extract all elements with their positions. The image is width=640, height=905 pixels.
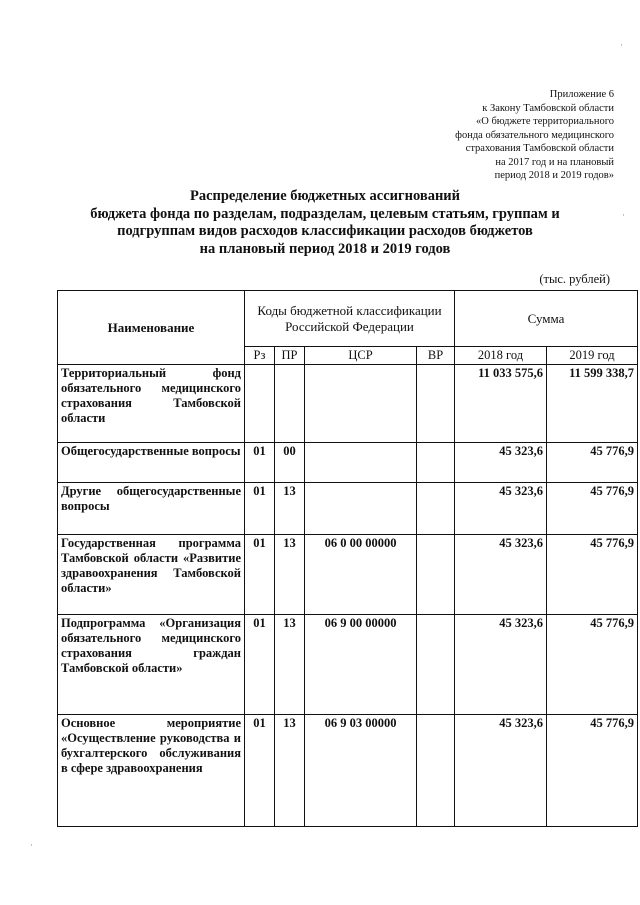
- row-rz: 01: [245, 535, 275, 615]
- header-csr: ЦСР: [305, 347, 417, 365]
- document-title: [40, 188, 610, 258]
- appendix-line: «О бюджете территориального: [476, 116, 614, 127]
- header-codes: Коды бюджетной классификации Российской Федерации: [245, 291, 455, 347]
- row-2018: 45 323,6: [455, 483, 547, 535]
- row-rz: [245, 365, 275, 443]
- header-pr: ПР: [275, 347, 305, 365]
- row-name: Подпрограмма «Организация обязательного медицинского страхования граждан Тамбовской области»: [58, 615, 245, 715]
- table-row: [58, 365, 638, 443]
- table-row: [58, 483, 638, 535]
- row-2019: 45 776,9: [547, 443, 638, 483]
- row-vr: [417, 443, 455, 483]
- row-csr: 06 0 00 00000: [305, 535, 417, 615]
- title-line: подгруппам видов расходов классификации расходов бюджетов: [117, 223, 533, 239]
- title-line: Распределение бюджетных ассигнований: [189, 188, 461, 204]
- header-sum: Сумма: [455, 291, 638, 347]
- budget-table: [57, 290, 638, 827]
- header-rz: Рз: [245, 347, 275, 365]
- scan-speck: ·: [30, 840, 33, 850]
- row-vr: [417, 715, 455, 827]
- row-csr: [305, 483, 417, 535]
- appendix-line: Приложение 6: [549, 89, 614, 100]
- row-2018: 45 323,6: [455, 535, 547, 615]
- appendix-line: фонда обязательного медицинского: [455, 129, 614, 141]
- table-row: [58, 443, 638, 483]
- row-csr: [305, 443, 417, 483]
- row-name: Государственная программа Тамбовской области «Развитие здравоохранения Тамбовской области»: [58, 535, 245, 615]
- row-2019: 45 776,9: [547, 615, 638, 715]
- row-name: Территориальный фонд обязательного медицинского страхования Тамбовской области: [58, 365, 245, 443]
- row-2019: 45 776,9: [547, 535, 638, 615]
- row-pr: 13: [275, 535, 305, 615]
- row-vr: [417, 483, 455, 535]
- header-2019: 2019 год: [547, 347, 638, 365]
- row-vr: [417, 365, 455, 443]
- appendix-reference: [374, 88, 614, 183]
- row-vr: [417, 615, 455, 715]
- row-pr: 13: [275, 483, 305, 535]
- row-rz: 01: [245, 715, 275, 827]
- appendix-line: на 2017 год и на плановый: [495, 156, 614, 168]
- header-name: Наименование: [58, 291, 245, 365]
- row-name: Другие общегосударственные вопросы: [58, 483, 245, 535]
- header-2018: 2018 год: [455, 347, 547, 365]
- row-2018: 11 033 575,6: [455, 365, 547, 443]
- units-label: (тыс. рублей): [539, 272, 610, 286]
- title-line: на плановый период 2018 и 2019 годов: [199, 240, 451, 257]
- scan-speck: ·: [622, 210, 625, 220]
- table-row: [58, 615, 638, 715]
- row-rz: 01: [245, 483, 275, 535]
- row-pr: 00: [275, 443, 305, 483]
- title-line: бюджета фонда по разделам, подразделам, целевым статьям, группам и: [90, 205, 560, 222]
- row-csr: 06 9 03 00000: [305, 715, 417, 827]
- row-csr: [305, 365, 417, 443]
- appendix-line: страхования Тамбовской области: [465, 143, 614, 154]
- row-2018: 45 323,6: [455, 443, 547, 483]
- row-2018: 45 323,6: [455, 715, 547, 827]
- table-row: [58, 535, 638, 615]
- row-vr: [417, 535, 455, 615]
- row-rz: 01: [245, 443, 275, 483]
- row-name: Общегосударственные вопросы: [58, 443, 245, 483]
- row-csr: 06 9 00 00000: [305, 615, 417, 715]
- row-2019: 45 776,9: [547, 483, 638, 535]
- row-rz: 01: [245, 615, 275, 715]
- header-vr: ВР: [417, 347, 455, 365]
- row-pr: 13: [275, 715, 305, 827]
- scan-speck: ·: [620, 40, 623, 50]
- row-pr: 13: [275, 615, 305, 715]
- row-pr: [275, 365, 305, 443]
- appendix-line: к Закону Тамбовской области: [482, 102, 614, 114]
- table-row: [58, 715, 638, 827]
- row-2019: 11 599 338,7: [547, 365, 638, 443]
- row-2018: 45 323,6: [455, 615, 547, 715]
- row-name: Основное мероприятие «Осуществление руководства и бухгалтерского обслуживания в сфере здравоохранения: [58, 715, 245, 827]
- appendix-line: период 2018 и 2019 годов»: [494, 170, 614, 181]
- row-2019: 45 776,9: [547, 715, 638, 827]
